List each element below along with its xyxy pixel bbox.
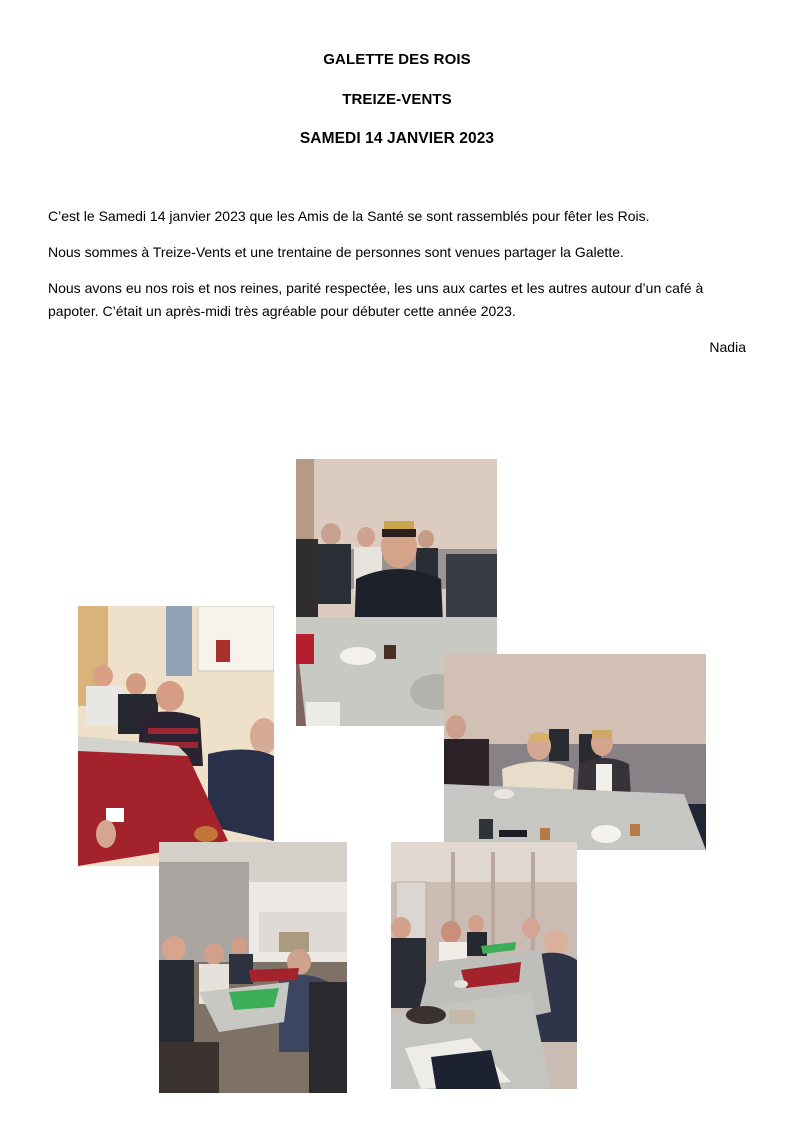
signature: Nadia [709,339,746,355]
event-date: SAMEDI 14 JANVIER 2023 [299,130,495,147]
event-location: TREIZE-VENTS [342,91,452,108]
paragraph-location: Nous sommes à Treize-Vents et une trentaine de personnes sont venues partager la Galette. [48,244,624,260]
photo-card-players [78,606,274,866]
photo-hall-green-table [159,842,347,1093]
paragraph-description: Nous avons eu nos rois et nos reines, parité respectée, les uns aux cartes et les autres autour d’un café à papoter. C’était un après-midi très agréable pour débuter cette année 2023. [48,280,704,319]
paragraph-intro: C’est le Samedi 14 janvier 2023 que les Amis de la Santé se sont rassemblés pour fêter les Rois. [48,208,650,224]
page-title: GALETTE DES ROIS [323,51,471,68]
photo-women-chatting [444,654,706,850]
photo-tables-overview [391,842,577,1089]
